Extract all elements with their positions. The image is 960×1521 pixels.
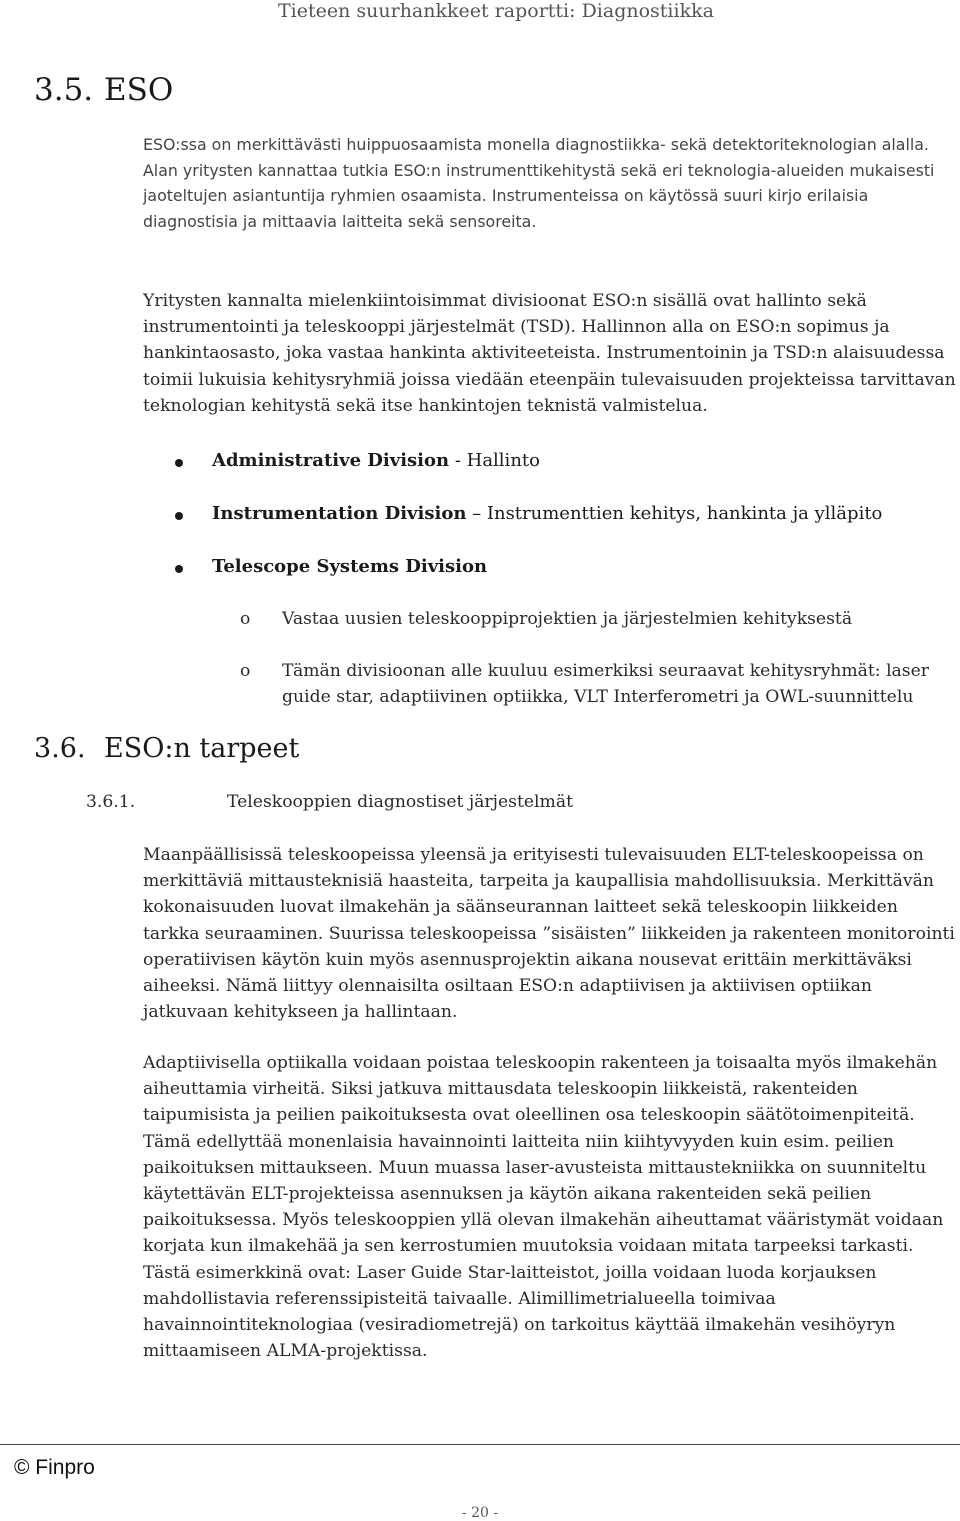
bullet-icon: [175, 512, 183, 520]
eso-divisions-paragraph: Yritysten kannalta mielenkiintoisimmat divisioonat ESO:n sisällä ovat hallinto sekä instrumentointi ja teleskooppi järjestelmät (TSD). Hallinnon alla on ESO:n sopimus ja hankintaosasto, joka vastaa hankinta aktiviteeteista. Instrumentoinin ja TSD:n alaisuudessa toimii lukuisia kehitysryhmiä joissa viedään eteenpäin tulevaisuuden projekteissa tarvittavan teknologian kehitystä sekä itse hankintojen teknistä valmistelua.: [143, 291, 956, 416]
division-name: Instrumentation Division: [212, 503, 467, 524]
footer-divider: [0, 1444, 960, 1445]
division-description: - Hallinto: [449, 450, 540, 471]
division-name: Telescope Systems Division: [212, 556, 488, 577]
bullet-icon: [175, 565, 183, 573]
division-name: Administrative Division: [212, 450, 450, 471]
needs-paragraph-2: Adaptiivisella optiikalla voidaan poistaa teleskoopin rakenteen ja toisaalta myös ilmakehän aiheuttamia virheitä. Siksi jatkuva mittausdata teleskoopin liikkeistä, rakenteiden taipumisista ja peilien paikoituksesta ovat oleellinen osa teleskoopin säätötoimenpiteitä. Tämä edellyttää monenlaisia havainnointi laitteita niin kiihtyvyyden kuin esim. peilien paikoituksen mittaukseen. Muun muassa laser-avusteista mittaustekniikka on suunniteltu käytettävän ELT-projekteissa asennuksen ja käytön aikana rakenteiden sekä peilien paikoituksessa. Myös teleskooppien yllä olevan ilmakehän aiheuttamat vääristymät voidaan korjata kun ilmakehää ja sen kerrostumien muutoksia voidaan mitata tarpeeksi tarkasti. Tästä esimerkkinä ovat: Laser Guide Star-laitteistot, joilla voidaan luoda korjauksen mahdollistavia referenssipisteitä taivaalle. Alimillimetrialueella toimivaa havainnointiteknologiaa (vesiradiometrejä) on tarkoitus käyttää ilmakehän vesihöyryn mittaamiseen ALMA-projektissa.: [143, 1053, 944, 1362]
circle-bullet-icon: o: [240, 661, 251, 681]
tsd-sub-item-text: Vastaa uusien teleskooppiprojektien ja järjestelmien kehityksestä: [282, 609, 853, 629]
section-title-eso-tarpeet: ESO:n tarpeet: [104, 733, 300, 764]
page-number: - 20 -: [461, 1505, 499, 1521]
section-number-3-5: 3.5.: [34, 72, 94, 108]
circle-bullet-icon: o: [240, 609, 251, 629]
tsd-sub-item-text: Tämän divisioonan alle kuuluu esimerkiksi seuraavat kehitysryhmät: laser guide star, adaptiivinen optiikka, VLT Interferometri ja OWL-suunnittelu: [282, 661, 930, 707]
section-number-3-6: 3.6.: [34, 733, 86, 764]
running-header: Tieteen suurhankkeet raportti: Diagnostiikka: [278, 0, 714, 22]
needs-paragraph-1: Maanpäällisissä teleskoopeissa yleensä ja erityisesti tulevaisuuden ELT-teleskoopeissa on merkittäviä mittausteknisiä haasteita, tarpeita ja kaupallisia mahdollisuuksia. Merkittävän kokonaisuuden luovat ilmakehän ja säänseurannan laitteet sekä teleskoopin liikkeiden tarkka seuraaminen. Suurissa teleskoopeissa ”sisäisten” liikkeiden ja rakenteen monitorointi operatiivisen käytön kuin myös asennusprojektin aikana nousevat erittäin merkittäväksi aiheeksi. Nämä liittyy olennaisilta osiltaan ESO:n adaptiivisen ja aktiivisen optiikan jatkuvaan kehitykseen ja hallintaan.: [143, 845, 955, 1023]
division-description: – Instrumenttien kehitys, hankinta ja ylläpito: [466, 503, 883, 524]
eso-intro-paragraph: ESO:ssa on merkittävästi huippuosaamista monella diagnostiikka- sekä detektoriteknologian alalla. Alan yritysten kannattaa tutkia ESO:n instrumenttikehitystä sekä eri teknologia-alueiden mukaisesti jaoteltujen asiantuntija ryhmien osaamista. Instrumenteissa on käytössä suuri kirjo erilaisia diagnostisia ja mittaavia laitteita sekä sensoreita.: [143, 135, 935, 231]
footer-brand: © Finpro: [14, 1456, 95, 1479]
section-title-eso: ESO: [104, 72, 174, 108]
subsection-title: Teleskooppien diagnostiset järjestelmät: [227, 792, 573, 812]
bullet-icon: [175, 459, 183, 467]
subsection-number-3-6-1: 3.6.1.: [86, 792, 136, 812]
